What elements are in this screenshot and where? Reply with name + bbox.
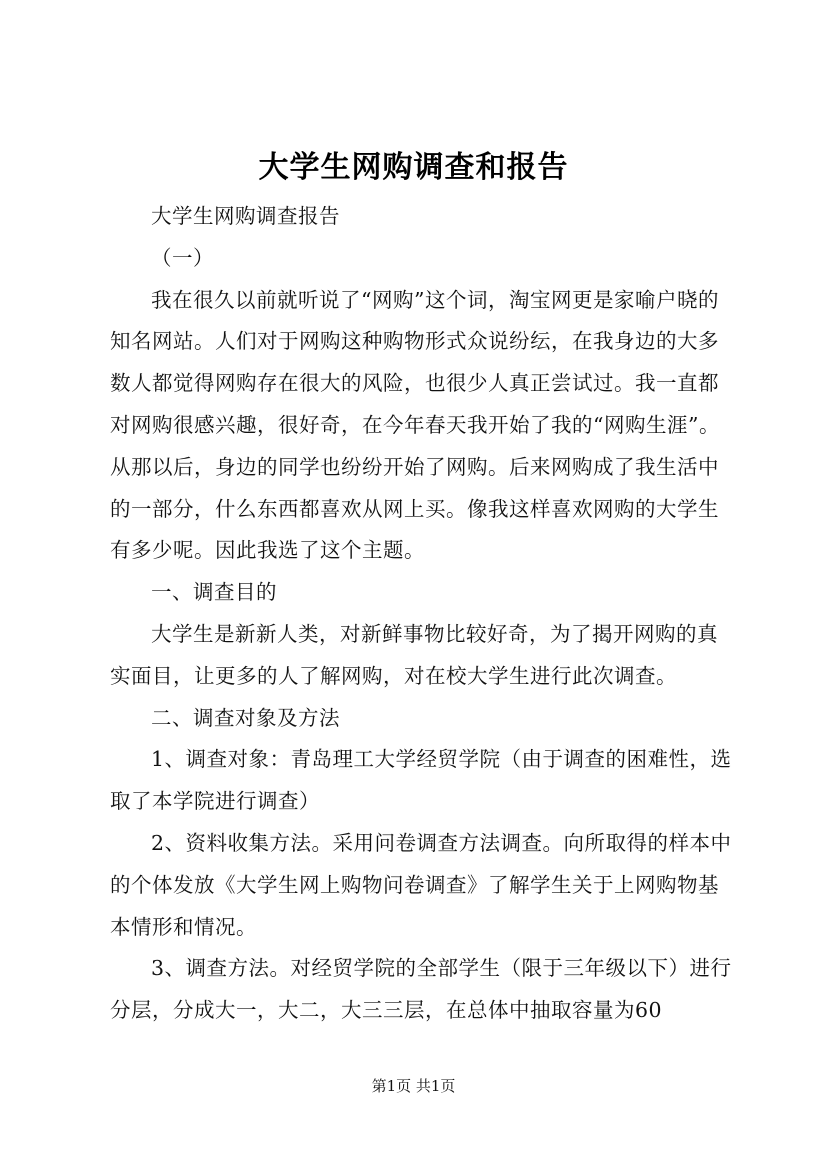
method-item-1: 1、调查对象：青岛理工大学经贸学院（由于调查的困难性，选取了本学院进行调查） <box>110 747 732 814</box>
method-item-2: 2、资料收集方法。采用问卷调查方法调查。向所取得的样本中的个体发放《大学生网上购物问卷调查》了解学生关于上网购物基本情形和情况。 <box>110 830 732 939</box>
page-footer: 第1页 共1页 <box>371 1077 456 1095</box>
heading-method: 二、调查对象及方法 <box>151 705 340 730</box>
section-marker-paragraph: （一） <box>151 245 214 270</box>
document-body <box>110 196 738 1032</box>
heading-purpose: 一、调查目的 <box>151 580 277 605</box>
intro-paragraph: 我在很久以前就听说了“网购”这个词，淘宝网更是家喻户晓的知名网站。人们对于网购这种购物形式众说纷纭，在我身边的大多数人都觉得网购存在很大的风险，也很少人真正尝试过。我一直都对网购很感兴趣，很好奇，在今年春天我开始了我的“网购生涯”。从那以后，身边的同学也纷纷开始了网购。后来网购成了我生活中的一部分，什么东西都喜欢从网上买。像我这样喜欢网购的大学生有多少呢。因此我选了这个主题。 <box>110 287 720 563</box>
purpose-paragraph: 大学生是新新人类，对新鲜事物比较好奇，为了揭开网购的真实面目，让更多的人了解网购，对在校大学生进行此次调查。 <box>110 621 718 688</box>
document-title: 大学生网购调查和报告 <box>258 150 569 185</box>
method-item-3: 3、调查方法。对经贸学院的全部学生（限于三年级以下）进行分层，分成大一，大二，大三三层，在总体中抽取容量为60 <box>110 956 732 1023</box>
subtitle-paragraph: 大学生网购调查报告 <box>151 204 340 228</box>
